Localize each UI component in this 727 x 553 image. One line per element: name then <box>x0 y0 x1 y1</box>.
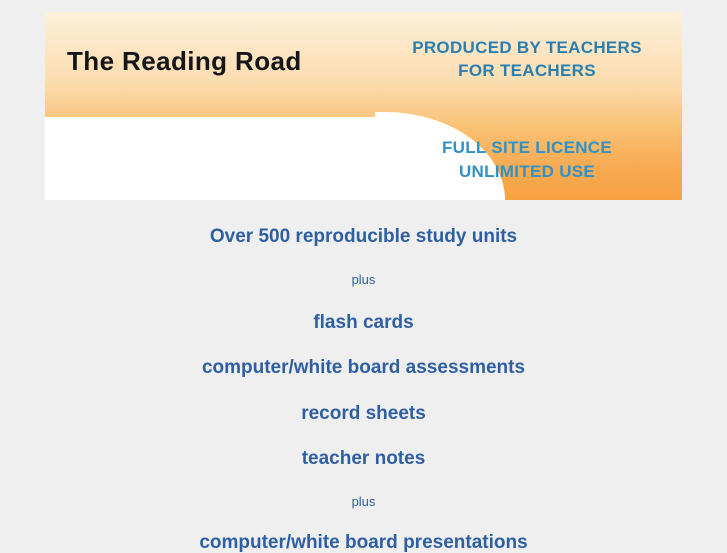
banner-licence <box>387 136 667 184</box>
site-title: The Reading Road <box>67 46 302 76</box>
feature-line-study-units: Over 500 reproducible study units <box>209 226 518 247</box>
banner-licence-line1: FULL SITE LICENCE <box>441 138 613 157</box>
banner-tagline <box>387 36 667 82</box>
feature-line-plus-1: plus <box>351 272 376 287</box>
banner-licence-line2: UNLIMITED USE <box>458 162 596 181</box>
feature-line-flash-cards: flash cards <box>313 312 414 333</box>
feature-line-record-sheets: record sheets <box>301 403 426 424</box>
banner-tagline-line1: PRODUCED BY TEACHERS <box>412 38 642 57</box>
feature-line-plus-2: plus <box>351 494 376 509</box>
feature-line-assessments: computer/white board assessments <box>201 357 526 378</box>
feature-line-presentations: computer/white board presentations <box>199 532 528 553</box>
feature-line-teacher-notes: teacher notes <box>301 448 426 469</box>
site-banner <box>45 12 682 200</box>
banner-tagline-line2: FOR TEACHERS <box>458 61 596 80</box>
